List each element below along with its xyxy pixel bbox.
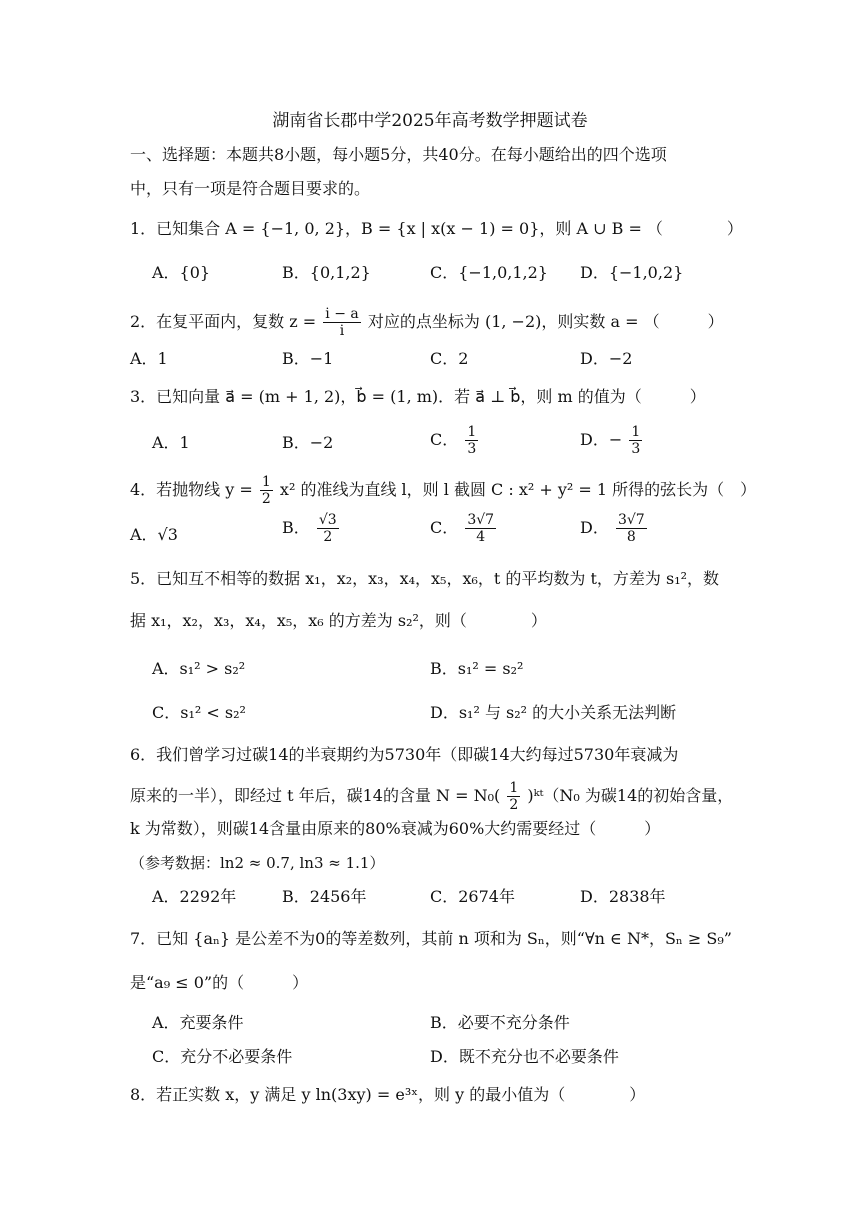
question-4-option-d-label: D． [580, 518, 609, 537]
question-1-option-c: C．{−1,0,1,2} [430, 263, 548, 282]
question-3-stem: 3．已知向量 a⃗ = (m + 1, 2)，b⃗ = (1, m)．若 a⃗ ⊥ b⃗，则 m 的值为（ ） [130, 387, 706, 406]
question-6-fraction-numerator: 1 [509, 780, 519, 796]
question-2-fraction-denominator: i [339, 323, 345, 339]
question-4-option-b-fraction [317, 512, 339, 545]
question-5-line1: 5．已知互不相等的数据 x₁，x₂，x₃，x₄，x₅，x₆，t 的平均数为 t，方差为 s₁²，数 [130, 569, 720, 588]
question-3-option-a: A．1 [152, 433, 190, 452]
question-4-fraction-numerator: 1 [261, 474, 271, 490]
question-7-option-d: D．既不充分也不必要条件 [430, 1047, 619, 1066]
question-5-option-b: B．s₁² = s₂² [430, 659, 524, 678]
question-6-line2-part-b: )ᵏᵗ（N₀ 为碳14的初始含量， [527, 786, 734, 805]
question-4-option-d-fraction [616, 512, 647, 545]
question-3-option-c-label: C． [430, 430, 459, 449]
question-2-stem-part-b: 对应的点坐标为 (1, −2)，则实数 a = （ ） [367, 312, 724, 331]
question-4-option-a: A．√3 [130, 525, 178, 544]
question-4-option-c [430, 512, 498, 545]
question-4-stem-part-a: 4．若抛物线 y = [130, 480, 253, 499]
question-1-option-a: A．{0} [152, 263, 211, 282]
question-7-option-a: A．充要条件 [152, 1013, 244, 1032]
question-1-stem: 1．已知集合 A = {−1, 0, 2}，B = {x | x(x − 1) = 0}，则 A ∪ B = （ ） [130, 219, 743, 238]
question-4-fraction [260, 474, 273, 507]
question-2-fraction [323, 306, 360, 339]
question-3-option-d-label: D．− [580, 430, 623, 449]
question-4-option-d-denominator: 8 [626, 529, 636, 545]
question-6-option-b: B．2456年 [282, 887, 367, 906]
question-2-fraction-numerator: i − a [325, 306, 359, 322]
question-4-option-d [580, 512, 649, 545]
question-5-option-a: A．s₁² > s₂² [152, 659, 246, 678]
section-instruction-line2: 中，只有一项是符合题目要求的。 [130, 179, 371, 198]
question-3-option-d-fraction [629, 424, 642, 457]
question-1-option-b: B．{0,1,2} [282, 263, 371, 282]
question-2-stem [130, 306, 724, 339]
question-4-option-c-label: C． [430, 518, 459, 537]
question-5-option-d: D．s₁² 与 s₂² 的大小关系无法判断 [430, 703, 677, 722]
section-instruction-line1: 一、选择题：本题共8小题，每小题5分，共40分。在每小题给出的四个选项 [130, 145, 667, 164]
question-1-option-d: D．{−1,0,2} [580, 263, 684, 282]
question-6-line1: 6．我们曾学习过碳14的半衰期约为5730年（即碳14大约每过5730年衰减为 [130, 745, 679, 764]
question-3-option-c-denominator: 3 [467, 441, 477, 457]
question-2-option-d: D．−2 [580, 349, 633, 368]
question-6-option-c: C．2674年 [430, 887, 515, 906]
question-7-line2: 是“a₉ ≤ 0”的（ ） [130, 973, 309, 992]
question-7-option-b: B．必要不充分条件 [430, 1013, 570, 1032]
question-8-stem: 8．若正实数 x，y 满足 y ln(3xy) = e³ˣ，则 y 的最小值为（ ） [130, 1085, 646, 1104]
question-7-line1: 7．已知 {aₙ} 是公差不为0的等差数列，其前 n 项和为 Sₙ，则“∀n ∈ N*，Sₙ ≥ S₉” [130, 929, 732, 948]
question-3-option-d [580, 424, 644, 457]
question-6-fraction-denominator: 2 [509, 797, 519, 813]
question-2-option-c: C．2 [430, 349, 469, 368]
question-6-option-d: D．2838年 [580, 887, 666, 906]
question-4-option-d-numerator: 3√7 [617, 512, 645, 528]
question-4-fraction-denominator: 2 [261, 491, 271, 507]
question-6-reference-data: （参考数据：ln2 ≈ 0.7, ln3 ≈ 1.1） [130, 854, 385, 872]
question-3-option-d-denominator: 3 [631, 441, 641, 457]
question-4-option-b-label: B． [282, 518, 310, 537]
question-3-option-d-numerator: 1 [631, 424, 641, 440]
question-3-option-c-fraction [465, 424, 478, 457]
question-4-option-b-numerator: √3 [318, 512, 337, 528]
question-2-stem-part-a: 2．在复平面内，复数 z = [130, 312, 317, 331]
question-2-option-a: A．1 [130, 349, 168, 368]
question-6-line2-part-a: 原来的一半），即经过 t 年后，碳14的含量 N = N₀( [130, 786, 501, 805]
question-4-option-c-fraction [465, 512, 496, 545]
question-3-option-c [430, 424, 480, 457]
question-4-option-c-denominator: 4 [476, 529, 486, 545]
question-6-line3: k 为常数），则碳14含量由原来的80%衰减为60%大约需要经过（ ） [130, 819, 661, 838]
question-4-option-b [282, 512, 341, 545]
question-2-option-b: B．−1 [282, 349, 334, 368]
question-6-fraction [507, 780, 520, 813]
question-4-option-b-denominator: 2 [323, 529, 333, 545]
question-6-line2 [130, 780, 733, 813]
question-4-stem [130, 474, 756, 507]
question-3-option-b: B．−2 [282, 433, 334, 452]
question-5-option-c: C．s₁² < s₂² [152, 703, 246, 722]
question-3-option-c-numerator: 1 [467, 424, 477, 440]
question-4-stem-part-b: x² 的准线为直线 l，则 l 截圆 C : x² + y² = 1 所得的弦长为（ ） [279, 480, 757, 499]
question-5-line2: 据 x₁，x₂，x₃，x₄，x₅，x₆ 的方差为 s₂²，则（ ） [130, 611, 547, 630]
question-6-option-a: A．2292年 [152, 887, 237, 906]
exam-title: 湖南省长郡中学2025年高考数学押题试卷 [272, 111, 588, 131]
question-4-option-c-numerator: 3√7 [467, 512, 495, 528]
question-7-option-c: C．充分不必要条件 [152, 1047, 293, 1066]
